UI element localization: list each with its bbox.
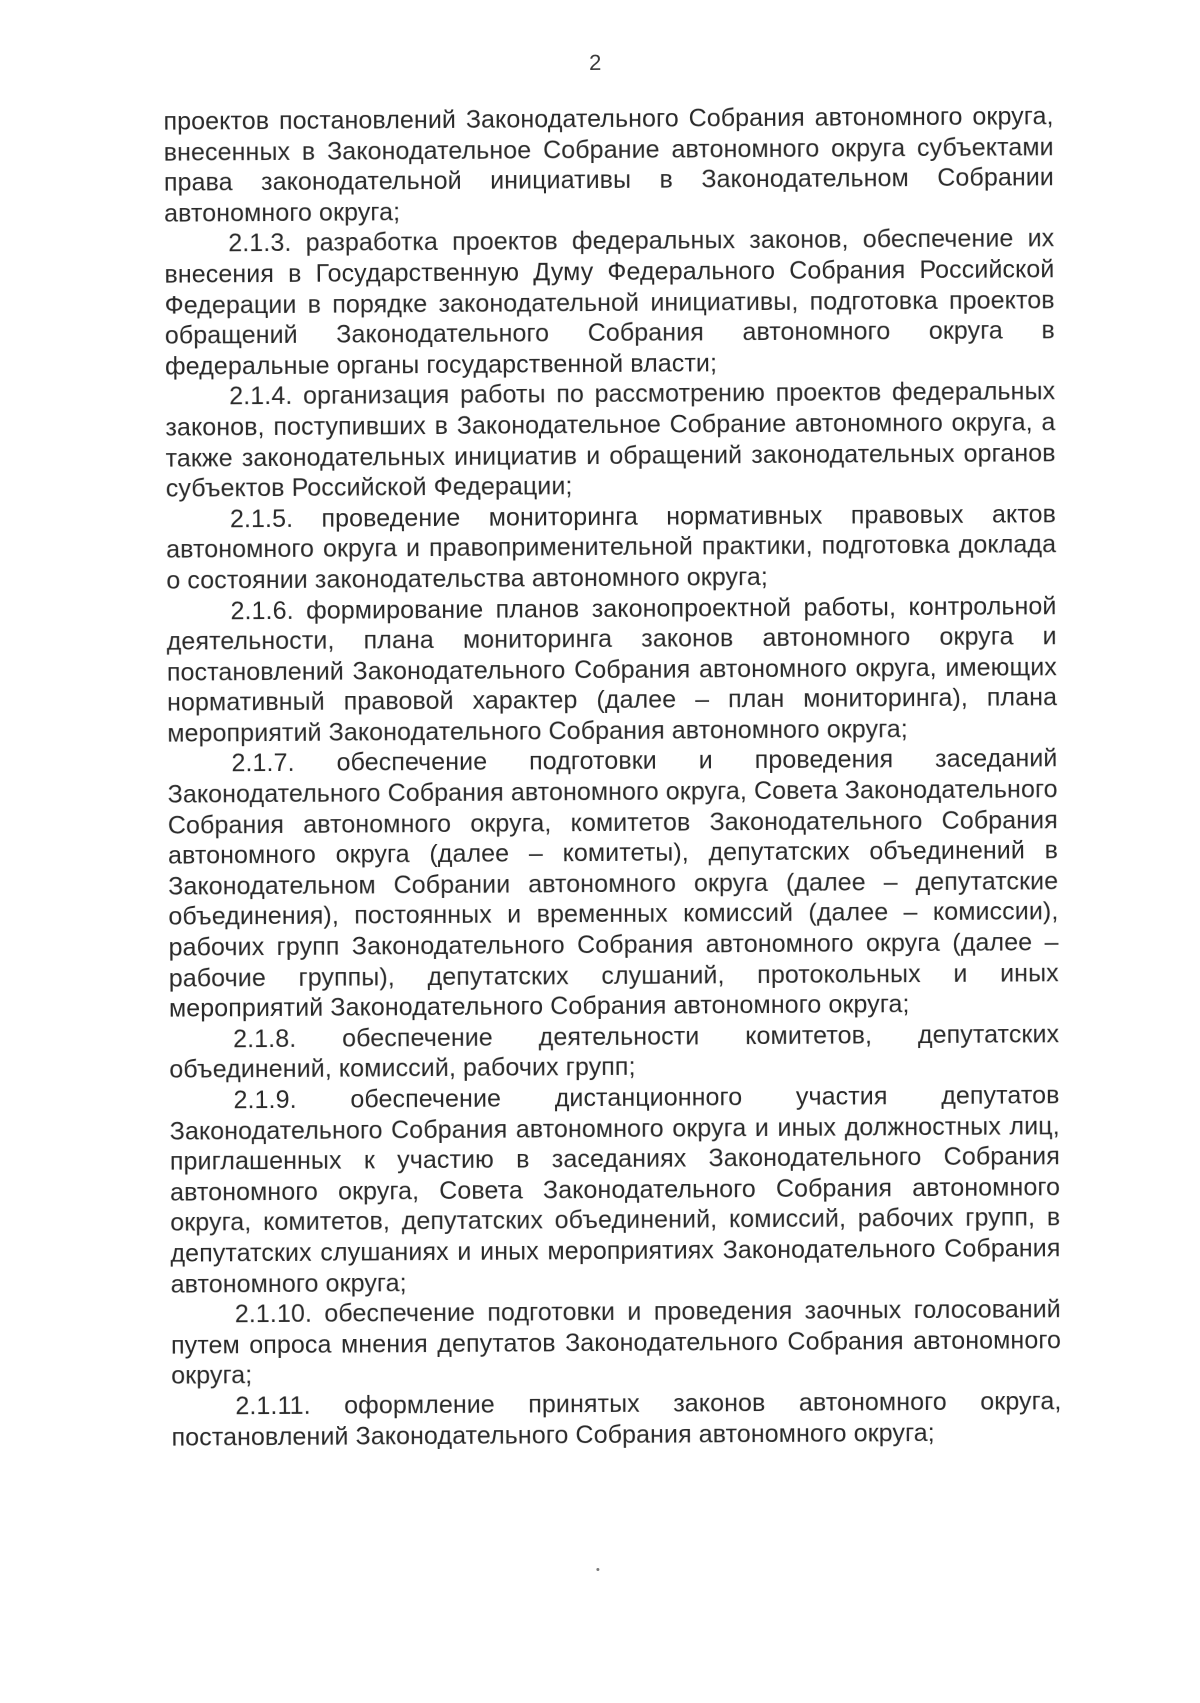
paragraph-2-1-6: 2.1.6. формирование планов законопроектной работы, контрольной деятельности, плана мониторинга законов автономного округа и постановлений Законодательного Собрания автономного округа, имеющих нормативный правовой характер (далее – план мониторинга), плана мероприятий Законодательного Собрания автономного округа; [166, 591, 1058, 748]
paragraph-2-1-9: 2.1.9. обеспечение дистанционного участия депутатов Законодательного Собрания автономного округа и иных должностных лиц, приглашенных к участию в заседаниях Законодательного Собрания автономного округа, Совета Законодательного Собрания автономного округа, комитетов, депутатских объединений, комиссий, рабочих групп, в депутатских слушаниях и иных мероприятиях Законодательного Собрания автономного округа; [169, 1081, 1061, 1299]
paragraph-2-1-5: 2.1.5. проведение мониторинга нормативных правовых актов автономного округа и правоприменительной практики, подготовка доклада о состоянии законодательства автономного округа; [166, 499, 1057, 595]
paragraph-2-1-4: 2.1.4. организация работы по рассмотрению проектов федеральных законов, поступивших в Законодательное Собрание автономного округа, а также законодательных инициатив и обращений законодательных органов субъектов Российской Федерации; [165, 377, 1056, 503]
document-body [163, 101, 1061, 1453]
page-number: 2 [588, 49, 602, 76]
paragraph-2-1-8: 2.1.8. обеспечение деятельности комитетов, депутатских объединений, комиссий, рабочих групп; [169, 1020, 1060, 1085]
paragraph-2-1-7: 2.1.7. обеспечение подготовки и проведения заседаний Законодательного Собрания автономного округа, Совета Законодательного Собрания автономного округа, комитетов Законодательного Собрания автономного округа (далее – комитеты), депутатских объединений в Законодательном Собрании автономного округа (далее – депутатские объединения), постоянных и временных комиссий (далее – комиссии), рабочих групп Законодательного Собрания автономного округа (далее – рабочие группы), депутатских слушаний, протокольных и иных мероприятий Законодательного Собрания автономного округа; [167, 744, 1059, 1023]
paragraph-2-1-3: 2.1.3. разработка проектов федеральных законов, обеспечение их внесения в Государственную Думу Федерального Собрания Российской Федерации в порядке законодательной инициативы, подготовка проектов обращений Законодательного Собрания автономного округа в федеральные органы государственной власти; [164, 224, 1055, 381]
paragraph-2-1-11: 2.1.11. оформление принятых законов автономного округа, постановлений Законодательного Собрания автономного округа; [171, 1387, 1062, 1452]
paragraph-continuation: проектов постановлений Законодательного Собрания автономного округа, внесенных в Законодательное Собрание автономного округа субъектами права законодательной инициативы в Законодательном Собрании автономного округа; [163, 102, 1054, 228]
paragraph-2-1-10: 2.1.10. обеспечение подготовки и проведения заочных голосований путем опроса мнения депутатов Законодательного Собрания автономного округа; [170, 1295, 1062, 1390]
scan-speck [596, 1568, 599, 1571]
